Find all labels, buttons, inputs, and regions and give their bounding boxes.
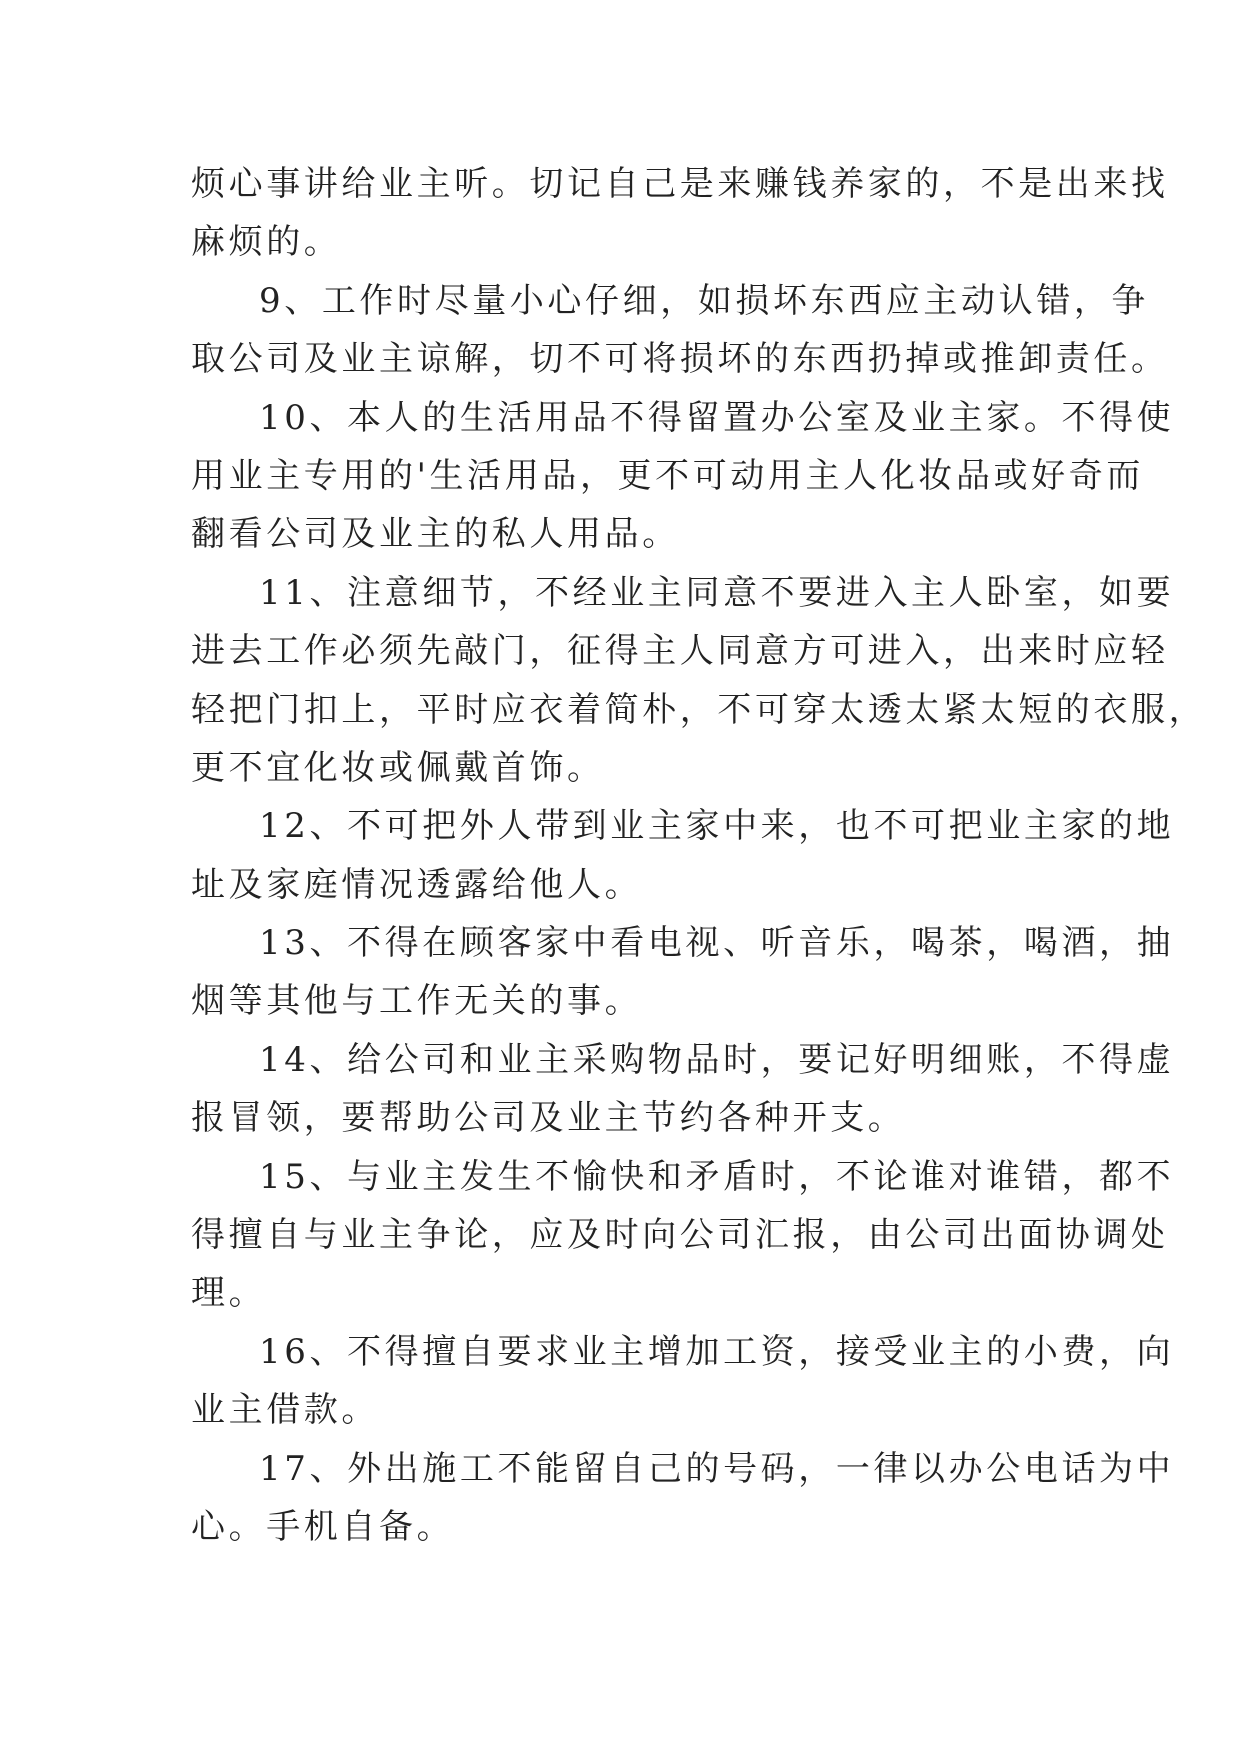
text-line: 更不宜化妆或佩戴首饰。 [191, 747, 605, 788]
document-body [191, 155, 1207, 1556]
text-line: 进去工作必须先敲门，征得主人同意方可进入，出来时应轻 [191, 631, 1169, 672]
text-line: 15、与业主发生不愉快和矛盾时，不论谁对谁错，都不 [259, 1156, 1175, 1197]
text-line: 业主借款。 [191, 1390, 379, 1431]
paragraph-item-15 [191, 1148, 1175, 1323]
text-line: 取公司及业主谅解，切不可将损坏的东西扔掉或推卸责任。 [191, 339, 1169, 380]
text-line: 心。手机自备。 [191, 1506, 455, 1547]
paragraph-item-16 [191, 1323, 1175, 1440]
text-line: 轻把门扣上，平时应衣着简朴，不可穿太透太紧太短的衣服， [191, 689, 1207, 730]
paragraph-item-17 [191, 1440, 1175, 1557]
text-line: 址及家庭情况透露给他人。 [191, 864, 643, 905]
text-line: 11、注意细节，不经业主同意不要进入主人卧室，如要 [259, 572, 1175, 613]
text-line: 13、不得在顾客家中看电视、听音乐，喝茶，喝酒，抽 [259, 923, 1175, 964]
text-line: 10、本人的生活用品不得留置办公室及业主家。不得使 [259, 397, 1175, 438]
text-line: 翻看公司及业主的私人用品。 [191, 514, 680, 555]
text-line: 报冒领，要帮助公司及业主节约各种开支。 [191, 1098, 906, 1139]
text-line: 16、不得擅自要求业主增加工资，接受业主的小费，向 [259, 1331, 1175, 1372]
paragraph-item-9 [191, 272, 1169, 389]
paragraph-item-11 [191, 564, 1207, 798]
text-line: 17、外出施工不能留自己的号码，一律以办公电话为中 [259, 1448, 1175, 1489]
text-line: 得擅自与业主争论，应及时向公司汇报，由公司出面协调处 [191, 1215, 1169, 1256]
text-line: 烦心事讲给业主听。切记自己是来赚钱养家的，不是出来找 [191, 164, 1169, 204]
text-line: 12、不可把外人带到业主家中来，也不可把业主家的地 [259, 806, 1175, 847]
paragraph-continuation [191, 155, 1169, 272]
text-line: 用业主专用的'生活用品，更不可动用主人化妆品或好奇而 [191, 455, 1144, 496]
text-line: 理。 [191, 1273, 267, 1314]
paragraph-item-13 [191, 914, 1175, 1031]
text-line: 烟等其他与工作无关的事。 [191, 981, 643, 1022]
paragraph-item-12 [191, 797, 1175, 914]
text-line: 麻烦的。 [191, 222, 342, 263]
paragraph-item-10 [191, 389, 1175, 564]
text-line: 14、给公司和业主采购物品时，要记好明细账，不得虚 [259, 1039, 1175, 1080]
paragraph-item-14 [191, 1031, 1175, 1148]
text-line: 9、工作时尽量小心仔细，如损坏东西应主动认错，争 [259, 280, 1150, 321]
